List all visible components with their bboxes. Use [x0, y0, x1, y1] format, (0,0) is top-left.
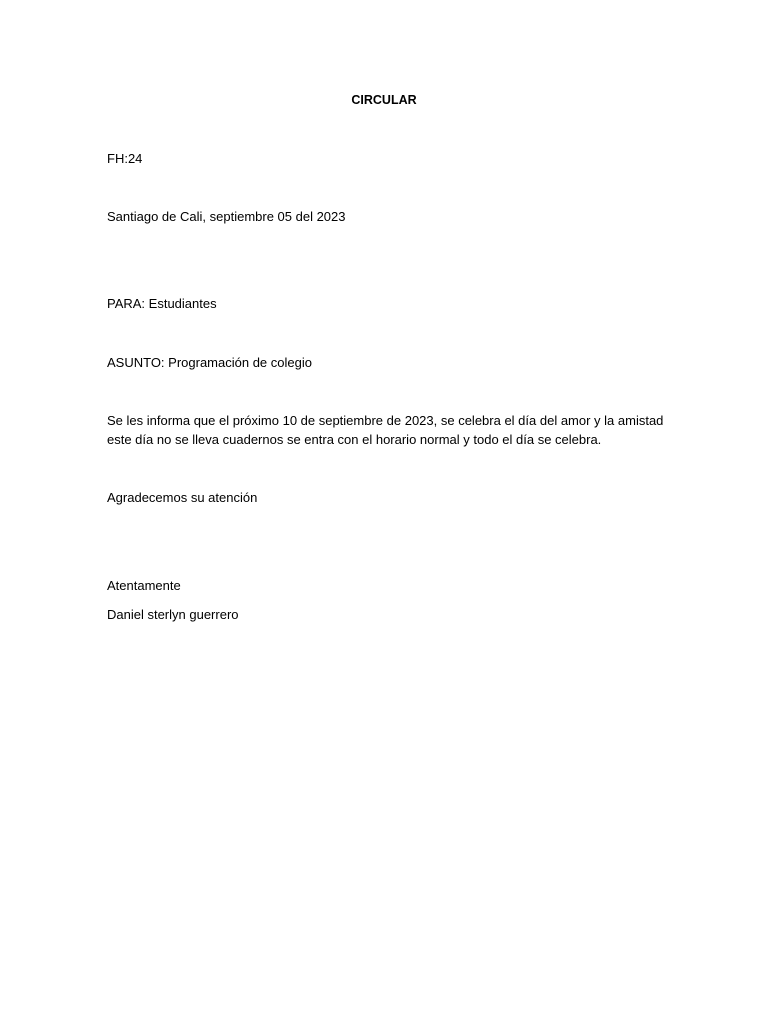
thanks-line: Agradecemos su atención [107, 490, 258, 505]
body-line-1: Se les informa que el próximo 10 de septiembre de 2023, se celebra el día del amor y la amistad [107, 413, 664, 428]
closing-line: Atentamente [107, 578, 181, 593]
document-title: CIRCULAR [351, 93, 417, 107]
body-paragraph [107, 411, 664, 449]
signer-name: Daniel sterlyn guerrero [107, 607, 239, 622]
body-line-2: este día no se lleva cuadernos se entra con el horario normal y todo el día se celebra. [107, 432, 602, 447]
place-date: Santiago de Cali, septiembre 05 del 2023 [107, 209, 346, 224]
document-code: FH:24 [107, 151, 143, 166]
subject-line: ASUNTO: Programación de colegio [107, 355, 312, 370]
recipient-line: PARA: Estudiantes [107, 296, 217, 311]
